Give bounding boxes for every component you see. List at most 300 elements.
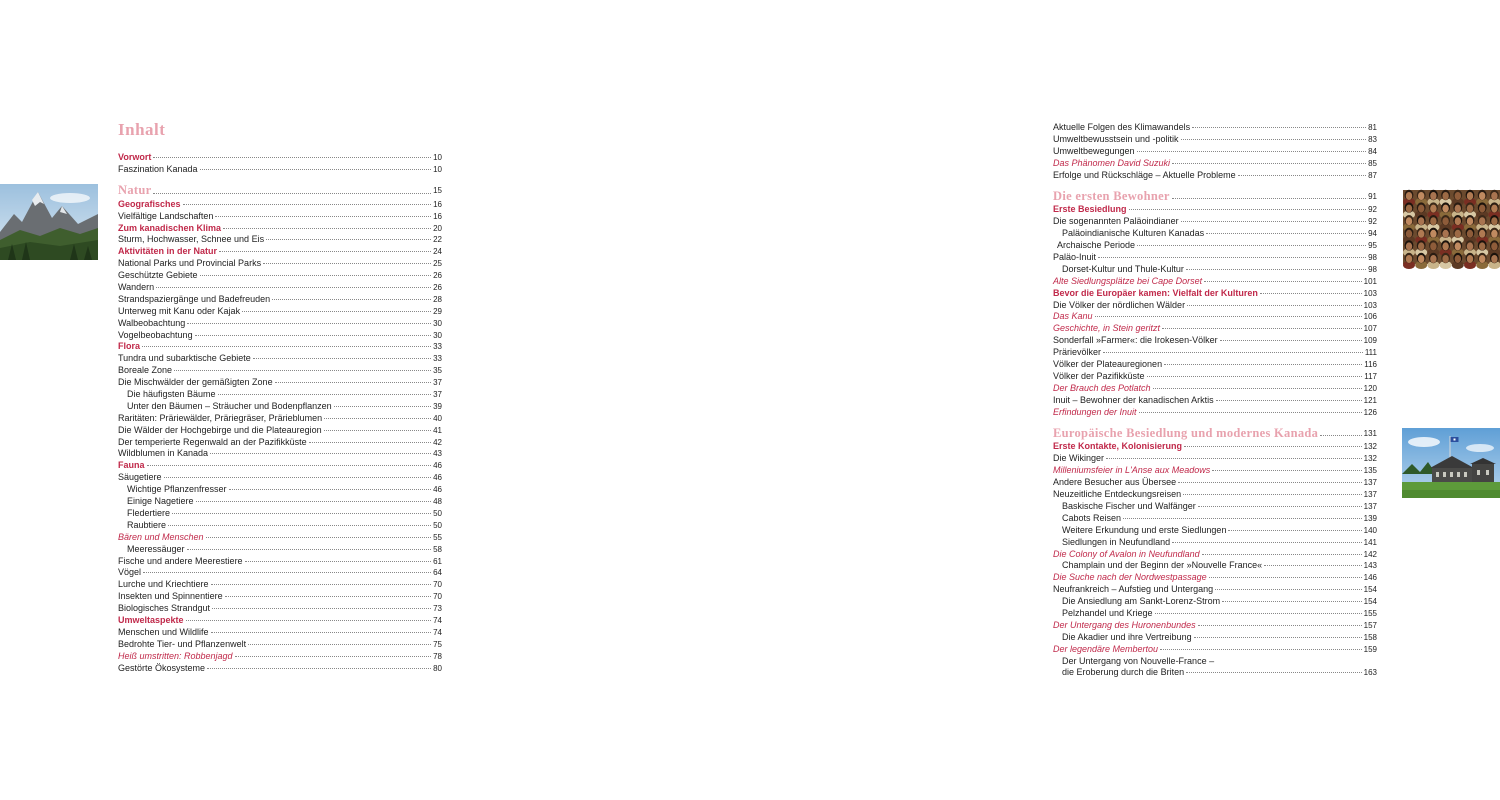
toc-page-number: 10 (433, 164, 442, 174)
toc-entry-title: Der Untergang von Nouvelle-France – (1062, 655, 1215, 666)
toc-page-number: 81 (1368, 123, 1377, 132)
toc-entry-title: Cabots Reisen (1062, 512, 1122, 523)
toc-page-number: 141 (1363, 537, 1377, 547)
toc-entry-title: Raritäten: Präriewälder, Präriegräser, Prärieblumen (118, 412, 323, 423)
toc-entry-umweltaspekte[interactable] (118, 615, 442, 627)
toc-entry-title: Andere Besucher aus Übersee (1053, 477, 1177, 488)
toc-entry-title: Baskische Fischer und Walfänger (1062, 500, 1196, 511)
toc-entry-menschen-und-wildlife[interactable] (118, 627, 442, 639)
toc-entry-title: Erfolge und Rückschläge – Aktuelle Probleme (1053, 169, 1236, 180)
toc-leader-dots (1264, 565, 1362, 566)
toc-entry-title: Geschichte, in Stein geritzt (1053, 323, 1161, 334)
toc-entry-title: Erfindungen der Inuit (1053, 406, 1137, 417)
toc-leader-dots (1172, 198, 1366, 199)
toc-entry-der-untergang-von-nouvelle-france[interactable] (1053, 656, 1377, 668)
toc-leader-dots (1260, 293, 1362, 294)
toc-entry-die-sogenannten-palaoindianer[interactable] (1053, 216, 1377, 228)
toc-leader-dots (1192, 127, 1366, 128)
toc-entry-title: Umweltaspekte (118, 614, 184, 625)
toc-leader-dots (1320, 435, 1361, 436)
toc-page-number: 80 (433, 663, 442, 673)
toc-entry-title: Inuit – Bewohner der kanadischen Arktis (1053, 394, 1214, 405)
toc-entry-title: Die Suche nach der Nordwestpassage (1053, 572, 1207, 583)
toc-leader-dots (174, 370, 431, 371)
toc-leader-dots (1137, 245, 1366, 246)
toc-page-number: 70 (433, 580, 442, 590)
toc-entry-bedrohte-tier-und-pflanzenwelt[interactable] (118, 639, 442, 651)
toc-entry-geschutzte-gebiete[interactable] (118, 270, 442, 282)
toc-entry-title: Vielfältige Landschaften (118, 210, 214, 221)
toc-entry-title: Wichtige Pflanzenfresser (127, 484, 227, 495)
toc-leader-dots (219, 251, 431, 252)
toc-entry-champlain-und-der-beginn-der-nouvelle-fr[interactable] (1053, 560, 1377, 572)
toc-page-number: 46 (433, 461, 442, 471)
toc-entry-title: Natur (118, 182, 152, 197)
toc-entry-title: Umweltbewusstsein und -politik (1053, 133, 1179, 144)
toc-entry-title: Alte Siedlungsplätze bei Cape Dorset (1053, 275, 1203, 286)
toc-page-number: 132 (1363, 442, 1377, 452)
toc-leader-dots (211, 584, 432, 585)
toc-entry-title: Meeressäuger (127, 543, 185, 554)
toc-page-number: 85 (1368, 158, 1377, 168)
toc-entry-title: Wildblumen in Kanada (118, 448, 209, 459)
toc-leader-dots (187, 323, 431, 324)
toc-leader-dots (1194, 637, 1362, 638)
toc-page-number: 98 (1368, 264, 1377, 274)
left-toc (118, 152, 442, 674)
toc-leader-dots (1202, 554, 1362, 555)
toc-entry-title: Der Brauch des Potlatch (1053, 382, 1151, 393)
toc-leader-dots (1095, 316, 1362, 317)
toc-entry-title: Sonderfall »Farmer«: die Irokesen-Völker (1053, 335, 1218, 346)
toc-entry-das-phanomen-david-suzuki[interactable] (1053, 158, 1377, 170)
toc-entry-title: Das Kanu (1053, 311, 1093, 322)
toc-entry-palao-inuit[interactable] (1053, 252, 1377, 264)
toc-entry-sturm-hochwasser-schnee-und-eis[interactable] (118, 234, 442, 246)
toc-entry-erste-kontakte-kolonisierung[interactable] (1053, 441, 1377, 453)
toc-entry-title: Menschen und Wildlife (118, 626, 209, 637)
toc-entry-erste-besiedlung[interactable] (1053, 204, 1377, 216)
toc-entry-title: Archaische Periode (1057, 240, 1136, 251)
toc-leader-dots (1206, 233, 1366, 234)
toc-entry-faszination-kanada[interactable] (118, 164, 442, 176)
toc-leader-dots (235, 656, 432, 657)
indigenous-portraits-photo (1403, 190, 1500, 264)
toc-entry-title: Geschützte Gebiete (118, 270, 198, 281)
toc-entry-volker-der-pazifikkuste[interactable] (1053, 371, 1377, 383)
toc-title: Inhalt (118, 120, 166, 139)
toc-entry-sonderfall-farmer-die-irokesen-volker[interactable] (1053, 335, 1377, 347)
toc-entry-title: Völker der Pazifikküste (1053, 370, 1145, 381)
toc-page-number: 83 (1368, 134, 1377, 144)
toc-page-number: 87 (1368, 170, 1377, 180)
toc-entry-title: Neuzeitliche Entdeckungsreisen (1053, 489, 1182, 500)
toc-entry-erfolge-und-ruckschlage-aktuelle-problem[interactable] (1053, 170, 1377, 182)
toc-page-number: 140 (1363, 525, 1377, 535)
toc-entry-title: Wandern (118, 282, 155, 293)
toc-leader-dots (147, 465, 432, 466)
toc-entry-inuit-bewohner-der-kanadischen-arktis[interactable] (1053, 395, 1377, 407)
toc-leader-dots (1153, 388, 1362, 389)
left-page (0, 0, 500, 800)
toc-entry-title: Fledertiere (127, 507, 171, 518)
toc-entry-title: Vorwort (118, 152, 152, 162)
toc-leader-dots (207, 668, 431, 669)
toc-leader-dots (309, 442, 432, 443)
toc-entry-geschichte-in-stein-geritzt[interactable] (1053, 323, 1377, 335)
toc-leader-dots (242, 311, 431, 312)
toc-page-number: 26 (433, 271, 442, 281)
toc-entry-title: Die ersten Bewohner (1053, 188, 1170, 203)
toc-entry-raritaten-prariewalder-prarie-graser-pra[interactable] (118, 413, 442, 425)
toc-entry-title: Die Völker der nördlichen Wälder (1053, 299, 1186, 310)
toc-entry-title: Unterweg mit Kanu oder Kajak (118, 305, 241, 316)
toc-entry-die-walder-der-hochgebirge-und-die-plate[interactable] (118, 425, 442, 437)
toc-page-number: 157 (1363, 620, 1377, 630)
toc-entry-title: Säugetiere (118, 472, 162, 483)
toc-entry-title: Milleniumsfeier in L'Anse aux Meadows (1053, 465, 1211, 476)
toc-entry-archaische-periode[interactable] (1053, 240, 1377, 252)
toc-leader-dots (212, 608, 431, 609)
toc-leader-dots (1184, 446, 1362, 447)
toc-entry-erfindungen-der-inuit[interactable] (1053, 407, 1377, 419)
toc-page-number: 137 (1363, 501, 1377, 511)
toc-entry-title: National Parks und Provincial Parks (118, 258, 262, 269)
toc-leader-dots (218, 394, 432, 395)
toc-entry-lurche-und-kriechtiere[interactable] (118, 579, 442, 591)
toc-entry-title: Bedrohte Tier- und Pflanzenwelt (118, 638, 247, 649)
historic-building-photo (1402, 428, 1500, 498)
toc-page-number: 58 (433, 544, 442, 554)
toc-leader-dots (186, 620, 432, 621)
toc-leader-dots (1186, 672, 1362, 673)
toc-leader-dots (210, 453, 431, 454)
toc-page-number: 30 (433, 318, 442, 328)
toc-leader-dots (245, 561, 432, 562)
toc-entry-alte-siedlungsplatze-bei-cape-dorset[interactable] (1053, 276, 1377, 288)
toc-entry-title: Völker der Plateauregionen (1053, 359, 1163, 370)
toc-page-number: 22 (433, 235, 442, 245)
toc-leader-dots (334, 406, 431, 407)
toc-page-number: 24 (433, 247, 442, 257)
toc-entry-die-colony-of-avalon-in-neufundland[interactable] (1053, 549, 1377, 561)
toc-entry-die-haufigsten-baume[interactable] (118, 389, 442, 401)
toc-page-number: 28 (433, 294, 442, 304)
toc-page-number: 26 (433, 283, 442, 293)
toc-page-number: 143 (1363, 561, 1377, 571)
toc-entry-palaoindianische-kulturen-kanadas[interactable] (1053, 228, 1377, 240)
toc-entry-national-parks-und-provincial-parks[interactable] (118, 258, 442, 270)
toc-leader-dots (200, 275, 432, 276)
toc-entry-title: Bevor die Europäer kamen: Vielfalt der Kulturen (1053, 287, 1258, 298)
toc-entry-geografisches[interactable] (118, 199, 442, 211)
toc-leader-dots (1147, 376, 1363, 377)
toc-page-number: 107 (1363, 324, 1377, 334)
toc-page-number: 78 (433, 651, 442, 661)
toc-page-number: 137 (1363, 478, 1377, 488)
toc-leader-dots (156, 287, 431, 288)
toc-page-number: 30 (433, 330, 442, 340)
toc-entry-gestorte-okosysteme[interactable] (118, 663, 442, 675)
toc-entry-title: Die Mischwälder der gemäßigten Zone (118, 377, 273, 388)
toc-entry-walbeobachtung[interactable] (118, 318, 442, 330)
toc-page-number: 158 (1363, 632, 1377, 642)
toc-leader-dots (1198, 506, 1362, 507)
toc-entry-vorwort[interactable] (118, 152, 442, 164)
toc-page-number: 94 (1368, 229, 1377, 239)
toc-entry-tundra-und-subarktische-gebiete[interactable] (118, 353, 442, 365)
toc-page-number: 163 (1363, 668, 1377, 678)
toc-page-number: 35 (433, 366, 442, 376)
toc-entry-biologisches-strandgut[interactable] (118, 603, 442, 615)
toc-entry-title: Erste Kontakte, Kolonisierung (1053, 441, 1183, 452)
toc-leader-dots (1155, 613, 1362, 614)
toc-entry-vogelbeobachtung[interactable] (118, 330, 442, 342)
toc-page-number: 95 (1368, 241, 1377, 251)
toc-entry-title: Flora (118, 341, 141, 352)
toc-entry-der-brauch-des-potlatch[interactable] (1053, 383, 1377, 395)
toc-entry-fledertiere[interactable] (118, 508, 442, 520)
toc-leader-dots (248, 644, 431, 645)
toc-leader-dots (1164, 364, 1362, 365)
toc-entry-andere-besucher-aus-ubersee[interactable] (1053, 477, 1377, 489)
toc-leader-dots (153, 157, 431, 158)
toc-page-number: 135 (1363, 466, 1377, 476)
toc-entry-title: Der temperierte Regenwald an der Pazifikküste (118, 436, 307, 447)
toc-entry-title: Die Ansiedlung am Sankt-Lorenz-Strom (1062, 596, 1221, 607)
toc-page-number: 92 (1368, 205, 1377, 215)
toc-chapter-europaische-besiedlung-und-modernes-kana[interactable] (1053, 418, 1377, 441)
toc-page-number: 39 (433, 401, 442, 411)
toc-entry-das-kanu[interactable] (1053, 311, 1377, 323)
toc-leader-dots (168, 525, 431, 526)
toc-leader-dots (324, 418, 431, 419)
toc-leader-dots (1106, 458, 1362, 459)
toc-leader-dots (1160, 649, 1362, 650)
toc-entry-raubtiere[interactable] (118, 520, 442, 532)
toc-leader-dots (200, 169, 432, 170)
toc-entry-title: Vögel (118, 567, 142, 578)
toc-entry-volker-der-plateauregionen[interactable] (1053, 359, 1377, 371)
toc-page-number: 74 (433, 615, 442, 625)
toc-leader-dots (1137, 151, 1367, 152)
toc-leader-dots (1123, 518, 1362, 519)
toc-page-number: 92 (1368, 217, 1377, 227)
toc-entry-der-legendare-membertou[interactable] (1053, 644, 1377, 656)
toc-leader-dots (183, 204, 432, 205)
toc-entry-wildblumen-in-kanada[interactable] (118, 448, 442, 460)
mountain-photo (0, 184, 98, 260)
toc-entry-die-wikinger[interactable] (1053, 453, 1377, 465)
toc-entry-title: Die Colony of Avalon in Neufundland (1053, 548, 1200, 559)
toc-leader-dots (1172, 542, 1362, 543)
toc-page-number: 15 (433, 185, 442, 195)
toc-entry-title: Paläoindianische Kulturen Kanadas (1062, 228, 1205, 239)
toc-entry-meeressauger[interactable] (118, 544, 442, 556)
toc-page-number: 139 (1363, 513, 1377, 523)
toc-page-number: 159 (1363, 644, 1377, 654)
toc-leader-dots (1162, 328, 1362, 329)
toc-entry-vogel[interactable] (118, 567, 442, 579)
toc-entry-umweltbewegungen[interactable] (1053, 146, 1377, 158)
toc-entry-neufrankreich-aufstieg-und-untergang[interactable] (1053, 584, 1377, 596)
toc-leader-dots (272, 299, 431, 300)
toc-leader-dots (225, 596, 432, 597)
toc-page-number: 10 (433, 153, 442, 162)
toc-page-number: 40 (433, 413, 442, 423)
toc-entry-aktuelle-folgen-des-klimawandels[interactable] (1053, 122, 1377, 134)
toc-entry-title: Fische und andere Meerestiere (118, 555, 243, 566)
toc-leader-dots (1187, 305, 1362, 306)
toc-leader-dots (253, 358, 431, 359)
toc-entry-milleniumsfeier-in-l-anse-aux-meadows[interactable] (1053, 465, 1377, 477)
toc-entry-title: die Eroberung durch die Briten (1062, 667, 1185, 678)
toc-leader-dots (164, 477, 432, 478)
toc-page-number: 48 (433, 497, 442, 507)
toc-entry-title: Zum kanadischen Klima (118, 222, 222, 233)
toc-page-number: 111 (1364, 348, 1377, 358)
toc-entry-unter-den-baumen-straucher-und-bodenpfla[interactable] (118, 401, 442, 413)
toc-leader-dots (1129, 209, 1367, 210)
toc-page-number: 146 (1363, 573, 1377, 583)
toc-entry-die-suche-nach-der-nordwestpassage[interactable] (1053, 572, 1377, 584)
toc-entry-title: Gestörte Ökosysteme (118, 662, 206, 673)
toc-entry-hei-umstritten-robbenjagd[interactable] (118, 651, 442, 663)
toc-leader-dots (1220, 340, 1362, 341)
toc-page-number: 70 (433, 592, 442, 602)
toc-entry-der-untergang-des-huronenbundes[interactable] (1053, 620, 1377, 632)
toc-page-number: 55 (433, 532, 442, 542)
toc-entry-title: Boreale Zone (118, 365, 173, 376)
toc-leader-dots (266, 239, 431, 240)
toc-leader-dots (1238, 175, 1366, 176)
toc-entry-umweltbewusstsein-und-politik[interactable] (1053, 134, 1377, 146)
toc-leader-dots (275, 382, 432, 383)
toc-leader-dots (1178, 482, 1362, 483)
toc-page-number: 74 (433, 627, 442, 637)
toc-entry-baskische-fischer-und-walfanger[interactable] (1053, 501, 1377, 513)
toc-entry-title: Die Wikinger (1053, 453, 1105, 464)
toc-entry-fauna[interactable] (118, 460, 442, 472)
toc-entry-die-eroberung-durch-die-briten[interactable] (1053, 667, 1377, 679)
toc-entry-die-mischwalder-der-gema-igten-zone[interactable] (118, 377, 442, 389)
toc-page-number: 116 (1364, 360, 1377, 370)
toc-leader-dots (1204, 281, 1362, 282)
right-toc (1053, 122, 1377, 679)
toc-chapter-natur[interactable] (118, 176, 442, 199)
toc-page-number: 121 (1363, 395, 1377, 405)
toc-entry-zum-kanadischen-klima[interactable] (118, 223, 442, 235)
toc-entry-title: Tundra und subarktische Gebiete (118, 353, 251, 364)
toc-entry-title: Aktuelle Folgen des Klimawandels (1053, 122, 1191, 132)
toc-entry-prarievolker[interactable] (1053, 347, 1377, 359)
toc-entry-pelzhandel-und-kriege[interactable] (1053, 608, 1377, 620)
toc-entry-insekten-und-spinnentiere[interactable] (118, 591, 442, 603)
toc-entry-title: Siedlungen in Neufundland (1062, 536, 1171, 547)
toc-page-number: 98 (1368, 253, 1377, 263)
toc-entry-boreale-zone[interactable] (118, 365, 442, 377)
toc-entry-fische-und-andere-meerestiere[interactable] (118, 556, 442, 568)
toc-leader-dots (1212, 470, 1361, 471)
toc-entry-einige-nagetiere[interactable] (118, 496, 442, 508)
toc-entry-title: Die Akadier und ihre Vertreibung (1062, 631, 1192, 642)
toc-entry-strandspaziergange-und-badefreuden[interactable] (118, 294, 442, 306)
toc-entry-neuzeitliche-entdeckungsreisen[interactable] (1053, 489, 1377, 501)
toc-leader-dots (195, 335, 432, 336)
toc-entry-unterweg-mit-kanu-oder-kajak[interactable] (118, 306, 442, 318)
toc-entry-aktivitaten-in-der-natur[interactable] (118, 246, 442, 258)
toc-entry-title: Unter den Bäumen – Sträucher und Bodenpflanzen (127, 400, 332, 411)
toc-entry-title: Champlain und der Beginn der »Nouvelle France« (1062, 560, 1263, 571)
toc-entry-title: Die sogenannten Paläoindianer (1053, 216, 1179, 227)
toc-page-number: 46 (433, 473, 442, 483)
toc-entry-baren-und-menschen[interactable] (118, 532, 442, 544)
toc-entry-title: Insekten und Spinnentiere (118, 591, 223, 602)
toc-page-number: 137 (1363, 490, 1377, 500)
toc-leader-dots (1198, 625, 1362, 626)
toc-entry-die-akadier-und-ihre-vertreibung[interactable] (1053, 632, 1377, 644)
toc-leader-dots (1228, 530, 1361, 531)
toc-chapter-die-ersten-bewohner[interactable] (1053, 181, 1377, 204)
toc-leader-dots (172, 513, 431, 514)
toc-entry-der-temperierte-regenwald-an-der-pazifik[interactable] (118, 437, 442, 449)
toc-leader-dots (1172, 163, 1366, 164)
toc-page-number: 50 (433, 520, 442, 530)
toc-entry-title: Lurche und Kriechtiere (118, 579, 209, 590)
toc-page-number: 106 (1363, 312, 1377, 322)
toc-leader-dots (1215, 589, 1362, 590)
toc-page-number: 41 (433, 425, 442, 435)
toc-leader-dots (1209, 577, 1362, 578)
toc-page-number: 154 (1363, 585, 1377, 595)
toc-page-number: 132 (1363, 454, 1377, 464)
toc-entry-title: Strandspaziergänge und Badefreuden (118, 293, 271, 304)
toc-entry-title: Geografisches (118, 198, 181, 209)
toc-entry-title: Das Phänomen David Suzuki (1053, 157, 1171, 168)
toc-page-number: 101 (1363, 276, 1377, 286)
toc-entry-dorset-kultur-und-thule-kultur[interactable] (1053, 264, 1377, 276)
toc-entry-saugetiere[interactable] (118, 472, 442, 484)
toc-entry-vielfaltige-landschaften[interactable] (118, 211, 442, 223)
toc-page-number: 64 (433, 568, 442, 578)
toc-entry-flora[interactable] (118, 341, 442, 353)
toc-entry-cabots-reisen[interactable] (1053, 513, 1377, 525)
toc-page-number: 33 (433, 342, 442, 352)
toc-entry-weitere-erkundung-und-erste-siedlungen[interactable] (1053, 525, 1377, 537)
toc-entry-title: Biologisches Strandgut (118, 603, 211, 614)
toc-page-number: 20 (433, 223, 442, 233)
toc-entry-title: Pelzhandel und Kriege (1062, 607, 1153, 618)
toc-page-number: 142 (1363, 549, 1377, 559)
toc-page-number: 154 (1363, 597, 1377, 607)
toc-entry-title: Einige Nagetiere (127, 496, 194, 507)
toc-entry-bevor-die-europaer-kamen-vielfalt-der-ku[interactable] (1053, 288, 1377, 300)
toc-entry-die-ansiedlung-am-sankt-lorenz-strom[interactable] (1053, 596, 1377, 608)
toc-page-number: 103 (1363, 288, 1377, 298)
toc-entry-wandern[interactable] (118, 282, 442, 294)
toc-page-number: 91 (1368, 191, 1377, 201)
toc-entry-wichtige-pflanzenfresser[interactable] (118, 484, 442, 496)
toc-leader-dots (324, 430, 431, 431)
toc-page-number: 73 (433, 604, 442, 614)
toc-entry-title: Bären und Menschen (118, 531, 204, 542)
toc-entry-die-volker-der-nordlichen-walder[interactable] (1053, 300, 1377, 312)
toc-entry-title: Der Untergang des Huronenbundes (1053, 619, 1196, 630)
toc-leader-dots (215, 216, 431, 217)
toc-leader-dots (1181, 139, 1367, 140)
toc-entry-siedlungen-in-neufundland[interactable] (1053, 537, 1377, 549)
toc-entry-title: Prärievölker (1053, 347, 1102, 358)
